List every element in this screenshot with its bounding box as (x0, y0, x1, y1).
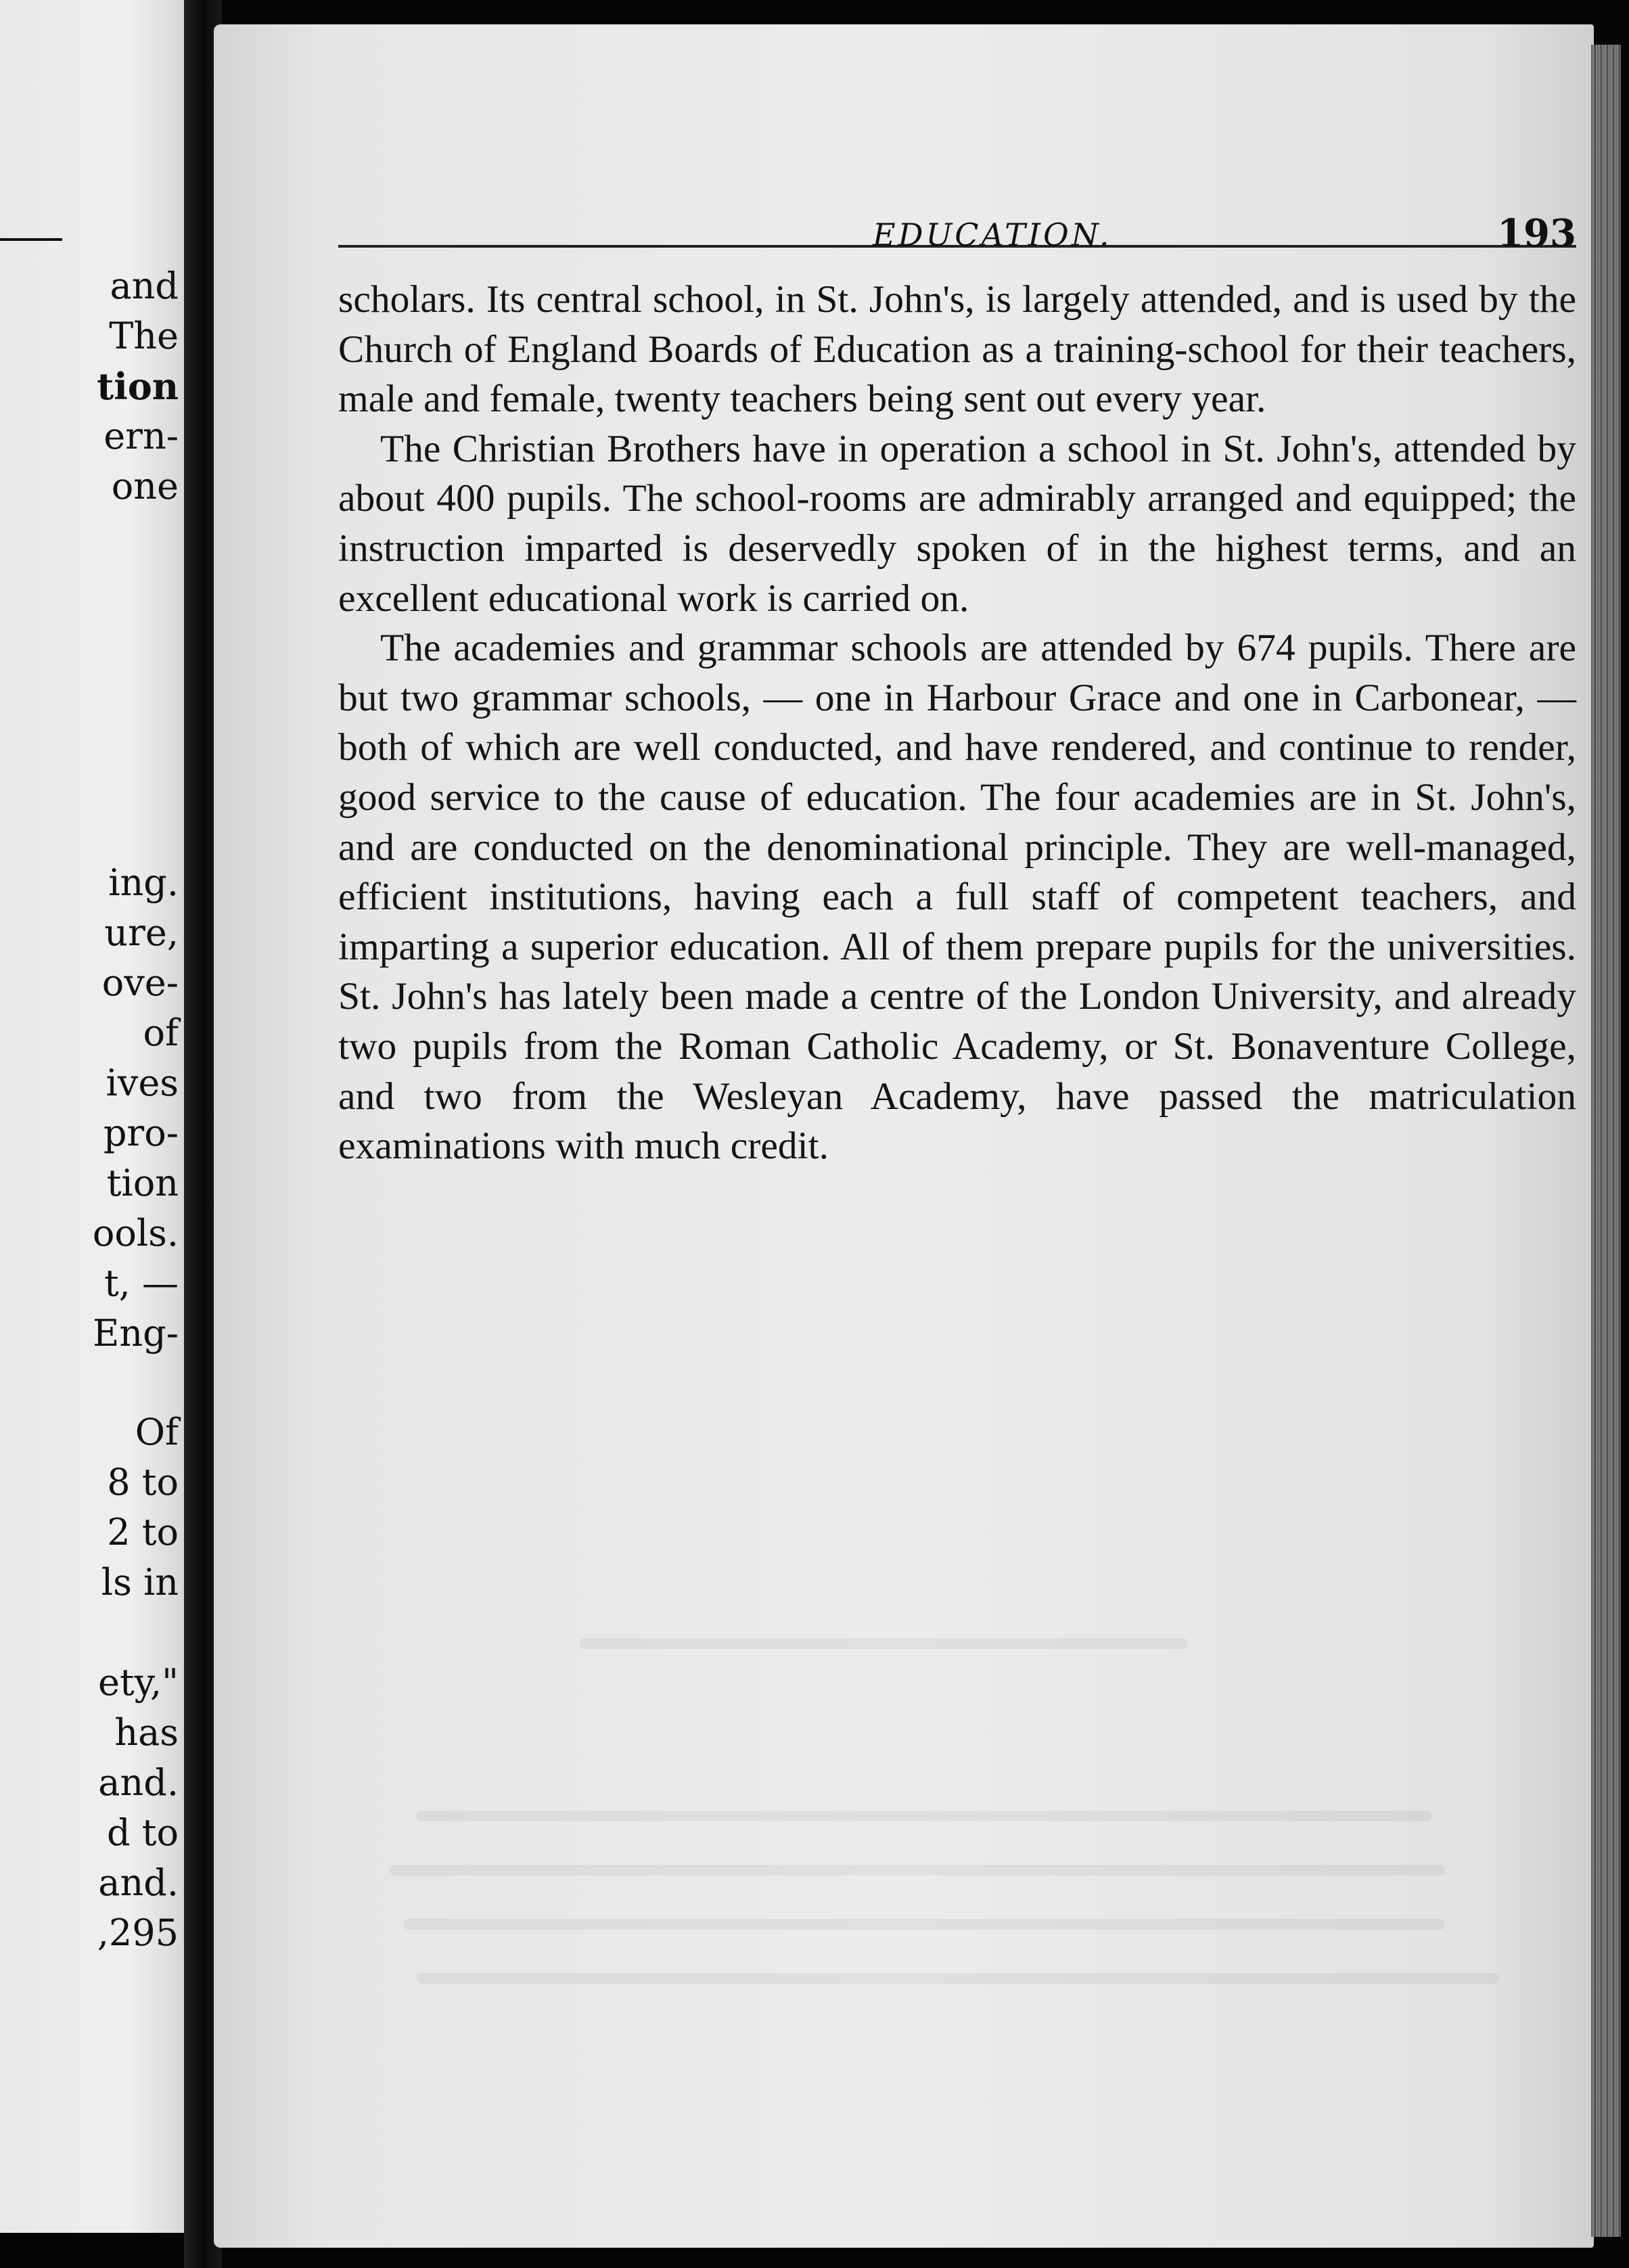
previous-page-line: Of (135, 1411, 179, 1453)
previous-page-line: Eng- (92, 1312, 179, 1355)
previous-page-line: The (109, 315, 179, 357)
page-edges (1591, 45, 1621, 2237)
bleed-through-mark (390, 1865, 1445, 1876)
previous-page-line: tion (97, 365, 179, 408)
bleed-through-mark (417, 1973, 1499, 1984)
body-text (338, 275, 1576, 1171)
previous-page-line: ives (106, 1062, 179, 1104)
previous-page-line: d to (107, 1811, 179, 1854)
bleed-through-mark (579, 1638, 1188, 1649)
previous-page-line: ove- (101, 961, 179, 1004)
previous-page-line: ls in (101, 1561, 179, 1604)
page-number: 193 (1497, 211, 1576, 256)
previous-page-line: ,295 (97, 1911, 179, 1954)
page-193 (214, 24, 1594, 2248)
previous-page-line: of (143, 1012, 179, 1054)
previous-page-line: and. (98, 1761, 179, 1804)
previous-page-line: ety," (98, 1661, 179, 1704)
bleed-through-mark (403, 1919, 1445, 1930)
previous-page-line: and (110, 265, 179, 307)
previous-page-line: and. (98, 1861, 179, 1904)
previous-page-line: t, — (104, 1262, 179, 1305)
paragraph-1: scholars. Its central school, in St. John's, is largely attended, and is used by the Church of England Boards of Education as a training-school for their teachers, male and female, twenty teachers being sent out every year. (338, 278, 1576, 421)
paragraph-3: The academies and grammar schools are attended by 674 pupils. There are but two grammar schools, — one in Harbour Grace and one in Carbonear, — both of which are well conducted, and have rendered, and continue to render, good service to the cause of education. The four academies are in St. John's, and are conducted on the denominational principle. They are well-managed, efficient institutions, having each a full staff of competent teachers, and imparting a superior education. All of them prepare pupils for the universities. St. John's has lately been made a centre of the London University, and already two pupils from the Roman Catholic Academy, or St. Bonaventure College, and two from the Wesleyan Academy, have passed the matriculation examinations with much credit. (338, 627, 1576, 1168)
previous-page-line: ools. (92, 1212, 179, 1254)
previous-page-line: ern- (104, 415, 179, 457)
previous-page-line: pro- (103, 1112, 179, 1154)
paragraph-2: The Christian Brothers have in operation a school in St. John's, attended by about 400 pupils. The school-rooms are admirably arranged and equipped; the instruction imparted is deservedly spoken of in the highest terms, and an excellent educational work is carried on. (338, 427, 1576, 620)
bleed-through-mark (417, 1811, 1431, 1821)
previous-page-line: tion (106, 1162, 179, 1204)
running-header (338, 187, 1576, 256)
previous-page-line: 8 to (107, 1461, 179, 1503)
previous-page-rule (0, 238, 62, 241)
previous-page-strip (0, 0, 184, 2233)
previous-page-line: one (111, 465, 179, 507)
previous-page-line: ing. (108, 861, 179, 904)
previous-page-line: has (114, 1711, 179, 1754)
previous-page-line: ure, (104, 911, 179, 954)
previous-page-line: 2 to (107, 1511, 179, 1553)
running-title: EDUCATION. (873, 217, 1112, 253)
